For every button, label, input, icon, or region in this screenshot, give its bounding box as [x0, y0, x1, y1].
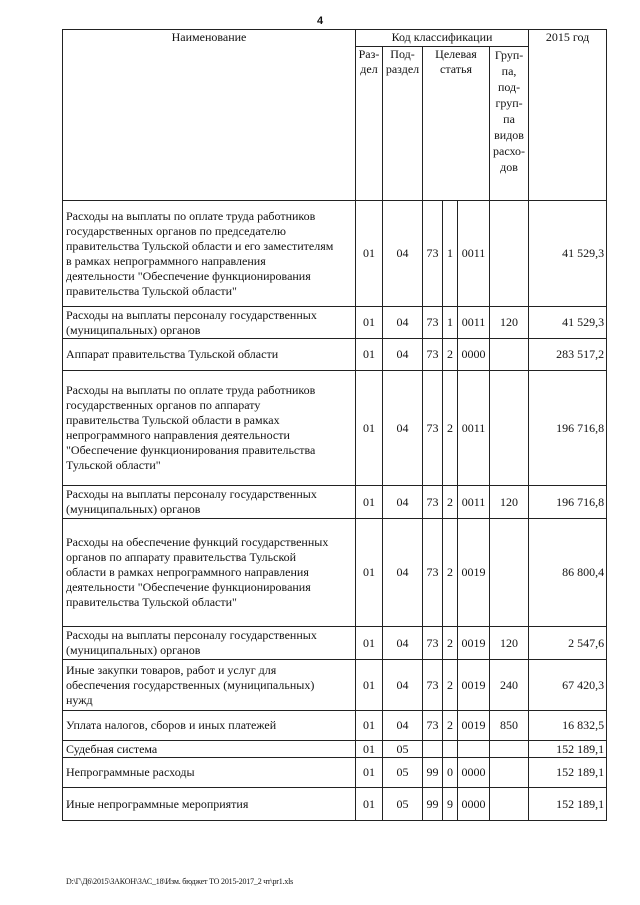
row-amount: 86 800,4: [529, 519, 607, 627]
header-year: 2015 год: [529, 30, 607, 201]
row-section: 01: [356, 741, 383, 758]
row-target-direction: 0011: [458, 307, 490, 339]
row-subsection: 05: [383, 758, 423, 788]
row-section: 01: [356, 339, 383, 371]
row-name: Расходы на выплаты персоналу государственных (муниципальных) органов: [63, 307, 356, 339]
row-subsection: 04: [383, 371, 423, 486]
row-target-subprogram: 0: [443, 758, 458, 788]
row-subsection: 04: [383, 201, 423, 307]
table-row: [63, 371, 607, 486]
row-target-subprogram: 2: [443, 339, 458, 371]
row-target-direction: [458, 741, 490, 758]
table-row: [63, 486, 607, 519]
table-row: [63, 627, 607, 660]
row-target-program: 73: [423, 201, 443, 307]
row-target-direction: 0000: [458, 788, 490, 821]
row-expense-group: 850: [490, 711, 529, 741]
table-row: [63, 201, 607, 307]
row-target-direction: 0019: [458, 711, 490, 741]
row-target-subprogram: 2: [443, 486, 458, 519]
table-row: [63, 339, 607, 371]
row-amount: 152 189,1: [529, 741, 607, 758]
row-name: Расходы на выплаты по оплате труда работников государственных органов по аппарату правительства Тульской области в рамках непрограммного направления деятельности "Обеспечение функционирования правительства Тульской области": [63, 371, 356, 486]
page-number: 4: [316, 15, 324, 27]
row-subsection: 05: [383, 788, 423, 821]
row-amount: 152 189,1: [529, 758, 607, 788]
row-target-subprogram: 1: [443, 201, 458, 307]
row-target-direction: 0011: [458, 486, 490, 519]
row-target-direction: 0019: [458, 660, 490, 711]
row-expense-group: [490, 788, 529, 821]
file-path-footer: D:\Г\Д6\2015\ЗАКОН\ЗАС_18\Изм. бюджет ТО 2015-2017_2 чт\pr1.xls: [66, 877, 294, 886]
row-name: Судебная система: [63, 741, 356, 758]
row-subsection: 04: [383, 519, 423, 627]
row-amount: 41 529,3: [529, 201, 607, 307]
row-expense-group: 120: [490, 486, 529, 519]
row-section: 01: [356, 758, 383, 788]
row-subsection: 04: [383, 660, 423, 711]
row-section: 01: [356, 519, 383, 627]
row-expense-group: [490, 339, 529, 371]
table-row: [63, 788, 607, 821]
row-name: Иные непрограммные мероприятия: [63, 788, 356, 821]
row-target-subprogram: 1: [443, 307, 458, 339]
row-target-program: 73: [423, 519, 443, 627]
row-section: 01: [356, 486, 383, 519]
row-target-program: 73: [423, 339, 443, 371]
row-target-program: 73: [423, 307, 443, 339]
row-section: 01: [356, 201, 383, 307]
header-expense-group: Груп- па, под- груп- па видов расхо- дов: [490, 47, 529, 201]
row-subsection: 04: [383, 627, 423, 660]
row-target-program: 73: [423, 486, 443, 519]
row-name: Расходы на выплаты персоналу государственных (муниципальных) органов: [63, 627, 356, 660]
row-target-direction: 0019: [458, 519, 490, 627]
row-target-subprogram: 2: [443, 519, 458, 627]
row-name: Аппарат правительства Тульской области: [63, 339, 356, 371]
budget-table: [62, 29, 607, 821]
row-expense-group: 120: [490, 627, 529, 660]
row-expense-group: [490, 371, 529, 486]
row-section: 01: [356, 307, 383, 339]
row-target-program: 99: [423, 788, 443, 821]
row-section: 01: [356, 371, 383, 486]
row-amount: 152 189,1: [529, 788, 607, 821]
row-target-program: [423, 741, 443, 758]
row-target-program: 73: [423, 711, 443, 741]
row-expense-group: [490, 741, 529, 758]
row-section: 01: [356, 660, 383, 711]
row-expense-group: 120: [490, 307, 529, 339]
row-section: 01: [356, 711, 383, 741]
table-row: [63, 660, 607, 711]
row-target-subprogram: 2: [443, 660, 458, 711]
row-name: Уплата налогов, сборов и иных платежей: [63, 711, 356, 741]
row-name: Расходы на обеспечение функций государственных органов по аппарату правительства Тульской области в рамках непрограммного направления деятельности "Обеспечение функционирования правительства Тульской области": [63, 519, 356, 627]
row-amount: 67 420,3: [529, 660, 607, 711]
header-target-article: Целевая статья: [423, 47, 490, 201]
table-row: [63, 741, 607, 758]
row-target-direction: 0000: [458, 339, 490, 371]
row-target-subprogram: 9: [443, 788, 458, 821]
row-subsection: 04: [383, 339, 423, 371]
row-expense-group: 240: [490, 660, 529, 711]
row-target-direction: 0000: [458, 758, 490, 788]
row-name: Иные закупки товаров, работ и услуг для обеспечения государственных (муниципальных) нужд: [63, 660, 356, 711]
row-target-program: 73: [423, 371, 443, 486]
row-subsection: 04: [383, 711, 423, 741]
row-target-program: 73: [423, 627, 443, 660]
row-target-subprogram: 2: [443, 627, 458, 660]
header-section: Раз- дел: [356, 47, 383, 201]
row-target-subprogram: 2: [443, 371, 458, 486]
row-amount: 196 716,8: [529, 486, 607, 519]
row-expense-group: [490, 519, 529, 627]
row-amount: 196 716,8: [529, 371, 607, 486]
row-target-subprogram: [443, 741, 458, 758]
header-subsection: Под- раздел: [383, 47, 423, 201]
row-name: Расходы на выплаты персоналу государственных (муниципальных) органов: [63, 486, 356, 519]
row-target-direction: 0019: [458, 627, 490, 660]
row-section: 01: [356, 788, 383, 821]
header-classification: Код классификации: [356, 30, 529, 47]
row-expense-group: [490, 758, 529, 788]
row-name: Расходы на выплаты по оплате труда работников государственных органов по председателю правительства Тульской области и его заместителям в рамках непрограммного направления деятельности "Обеспечение функционирования правительства Тульской области": [63, 201, 356, 307]
row-subsection: 04: [383, 307, 423, 339]
table-row: [63, 758, 607, 788]
row-target-program: 73: [423, 660, 443, 711]
table-row: [63, 711, 607, 741]
row-section: 01: [356, 627, 383, 660]
row-name: Непрограммные расходы: [63, 758, 356, 788]
header-name: Наименование: [63, 30, 356, 201]
row-subsection: 05: [383, 741, 423, 758]
row-amount: 41 529,3: [529, 307, 607, 339]
row-expense-group: [490, 201, 529, 307]
row-amount: 283 517,2: [529, 339, 607, 371]
row-target-direction: 0011: [458, 201, 490, 307]
table-row: [63, 519, 607, 627]
row-target-direction: 0011: [458, 371, 490, 486]
row-subsection: 04: [383, 486, 423, 519]
row-target-subprogram: 2: [443, 711, 458, 741]
row-amount: 16 832,5: [529, 711, 607, 741]
row-target-program: 99: [423, 758, 443, 788]
table-row: [63, 307, 607, 339]
row-amount: 2 547,6: [529, 627, 607, 660]
